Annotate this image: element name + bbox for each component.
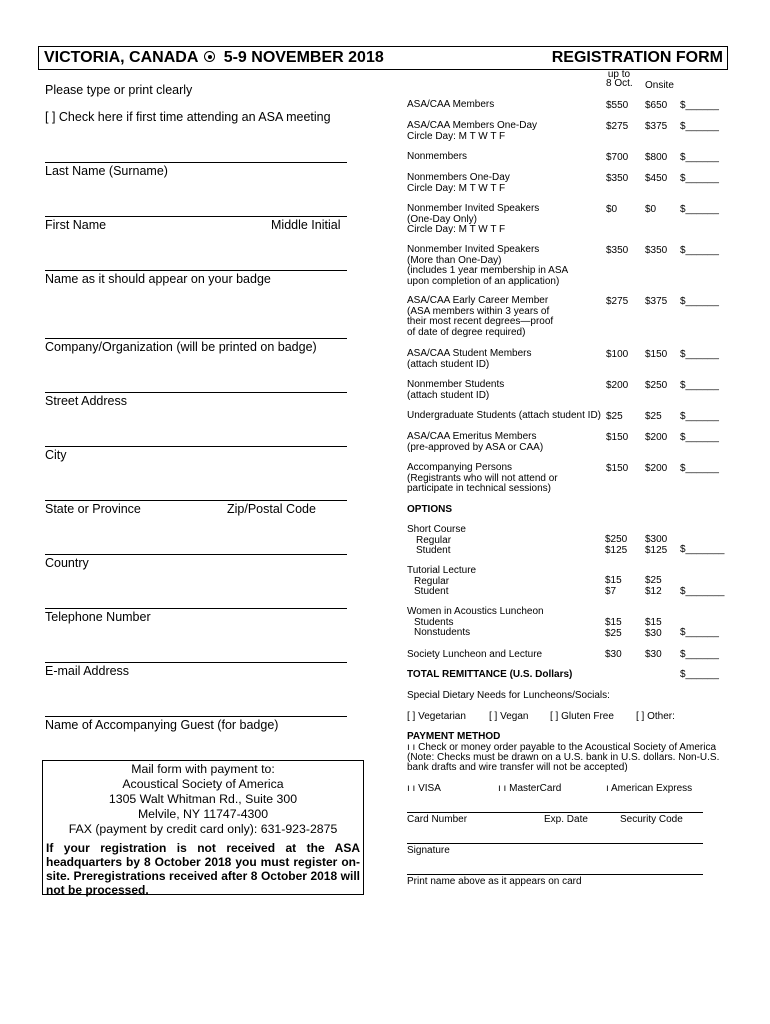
fee-row-label <box>407 411 601 422</box>
form-header <box>38 46 728 70</box>
fee-row-line: Nonmembers One-Day <box>407 172 510 183</box>
early-column-header <box>606 70 632 88</box>
fee-amount: $25 <box>645 575 662 586</box>
fee-row-line: Circle Day: M T W T F <box>407 182 506 194</box>
fee-row-line: (One-Day Only) <box>407 213 478 225</box>
early-fee: $275 <box>606 121 629 132</box>
fee-row-line: Nonmembers <box>407 151 468 162</box>
short-course-total[interactable]: $_______ <box>680 544 725 555</box>
onsite-fee: $450 <box>645 173 668 184</box>
print-name-field[interactable] <box>407 874 703 875</box>
fee-amount: $30 <box>645 649 662 660</box>
mail-line: Acoustical Society of America <box>122 777 284 791</box>
fee-row-line: ASA/CAA Emeritus Members <box>407 431 537 442</box>
early-fee: $350 <box>606 173 629 184</box>
street-label: Street Address <box>45 394 127 408</box>
women-luncheon-early <box>605 618 622 639</box>
fee-amount: $30 <box>605 649 622 660</box>
fee-amount: $300 <box>645 534 668 545</box>
women-luncheon-title: Women in Acoustics Luncheon <box>407 606 544 617</box>
fee-amount: $15 <box>605 575 622 586</box>
bullet-icon <box>204 51 215 62</box>
onsite-fee: $800 <box>645 152 668 163</box>
early-fee: $200 <box>606 380 629 391</box>
onsite-fee: $25 <box>645 411 662 422</box>
onsite-fee: $150 <box>645 349 668 360</box>
fee-total-field[interactable]: $______ <box>680 432 719 443</box>
short-course-title: Short Course <box>407 524 466 535</box>
fee-row-label <box>407 204 539 236</box>
fee-amount: $15 <box>645 617 662 628</box>
fee-total-field[interactable]: $______ <box>680 204 719 215</box>
street-field[interactable] <box>45 392 347 393</box>
company-label: Company/Organization (will be printed on badge) <box>45 340 317 354</box>
fee-row-line: Nonmember Invited Speakers <box>407 244 540 255</box>
women-luncheon-label <box>407 607 544 639</box>
fee-row-line: (attach student ID) <box>407 389 490 401</box>
country-field[interactable] <box>45 554 347 555</box>
meeting-location: VICTORIA, CANADA <box>44 49 198 66</box>
early-fee: $350 <box>606 245 629 256</box>
city-field[interactable] <box>45 446 347 447</box>
fee-row-line: Circle Day: M T W T F <box>407 130 506 142</box>
fee-row-line: of date of degree required) <box>407 326 526 338</box>
payment-note: bank drafts and wire transfer will not be accepted) <box>407 762 628 773</box>
tutorial-total[interactable]: $_______ <box>680 586 725 597</box>
total-remittance-field[interactable]: $______ <box>680 669 719 680</box>
early-header-line: up to <box>607 69 631 80</box>
zip-label: Zip/Postal Code <box>227 502 316 516</box>
fee-row-line: Circle Day: M T W T F <box>407 224 506 235</box>
early-fee: $25 <box>606 411 623 422</box>
fee-row-label <box>407 432 543 453</box>
fee-amount: $15 <box>605 617 622 628</box>
fee-amount: $30 <box>645 627 662 639</box>
fee-amount: $7 <box>605 585 617 597</box>
diet-vegetarian[interactable]: [ ] Vegetarian <box>407 711 466 722</box>
total-remittance-label: TOTAL REMITTANCE (U.S. Dollars) <box>407 669 573 680</box>
fee-row-label <box>407 121 537 142</box>
diet-vegan[interactable]: [ ] Vegan <box>489 711 529 722</box>
options-heading: OPTIONS <box>407 504 453 515</box>
fee-row-line: ASA/CAA Members <box>407 99 495 110</box>
fee-total-field[interactable]: $______ <box>680 121 719 132</box>
deadline-warning: If your registration is not received at the ASA headquarters by 8 October 2018 you must register on-site. Preregistrations received after 8 October 2018 will not be processed. <box>46 841 360 897</box>
fee-row-line: their most recent degrees—proof <box>407 316 554 327</box>
city-label: City <box>45 448 67 462</box>
society-luncheon-label: Society Luncheon and Lecture <box>407 649 543 660</box>
last-name-field[interactable] <box>45 162 347 163</box>
card-number-label: Card Number <box>407 814 468 825</box>
short-course-regular: Regular <box>416 534 452 546</box>
diet-gluten-free[interactable]: [ ] Gluten Free <box>550 711 614 722</box>
fee-total-field[interactable]: $______ <box>680 349 719 360</box>
fee-row-line: (Registrants who will not attend or <box>407 472 558 484</box>
early-fee: $550 <box>606 100 629 111</box>
women-luncheon-total[interactable]: $______ <box>680 627 719 638</box>
fee-row-line: Accompanying Persons <box>407 462 513 473</box>
middle-initial-label: Middle Initial <box>271 218 341 232</box>
signature-field[interactable] <box>407 843 703 844</box>
mail-line: 1305 Walt Whitman Rd., Suite 300 <box>108 792 298 806</box>
fee-amount: $125 <box>645 544 668 556</box>
fee-total-field[interactable]: $______ <box>680 152 719 163</box>
fee-total-field[interactable]: $______ <box>680 463 719 474</box>
mail-instructions <box>43 762 363 837</box>
diet-other[interactable]: [ ] Other: <box>636 711 675 722</box>
early-fee: $275 <box>606 296 629 307</box>
early-fee: $700 <box>606 152 629 163</box>
early-header-line: 8 Oct. <box>606 78 633 89</box>
women-luncheon-nonstudents: Nonstudents <box>414 627 471 638</box>
onsite-fee: $650 <box>645 100 668 111</box>
first-name-label: First Name <box>45 218 107 232</box>
onsite-fee: $0 <box>645 204 657 215</box>
exp-date-label: Exp. Date <box>544 814 588 825</box>
early-fee: $150 <box>606 432 629 443</box>
first-time-checkbox[interactable]: [ ] Check here if first time attending an ASA meeting <box>45 110 331 124</box>
country-label: Country <box>45 556 89 570</box>
fee-row-line: ASA/CAA Members One-Day <box>407 120 538 131</box>
fee-row-line: upon completion of an application) <box>407 275 560 287</box>
fee-total-field[interactable]: $______ <box>680 173 719 184</box>
company-field[interactable] <box>45 338 347 339</box>
mastercard-option[interactable]: ı ı MasterCard <box>498 783 562 794</box>
meeting-title <box>44 49 384 67</box>
onsite-column-header: Onsite <box>645 80 674 91</box>
tutorial-label <box>407 566 476 598</box>
onsite-fee: $350 <box>645 245 668 256</box>
amex-option[interactable]: ı American Express <box>606 783 693 794</box>
short-course-label <box>407 525 466 557</box>
tutorial-onsite <box>645 576 662 597</box>
card-number-field[interactable] <box>407 812 703 813</box>
fee-row-line: ASA/CAA Student Members <box>407 348 532 359</box>
fee-row-line: participate in technical sessions) <box>407 483 551 494</box>
fee-row-line: ASA/CAA Early Career Member <box>407 295 549 306</box>
fee-row-line: Undergraduate Students (attach student ID) <box>407 410 602 421</box>
check-option[interactable]: ı ı Check or money order payable to the Acoustical Society of America <box>407 742 717 753</box>
payment-note: (Note: Checks must be drawn on a U.S. bank in U.S. dollars. Non-U.S. <box>407 752 720 763</box>
fee-total-field[interactable]: $______ <box>680 100 719 111</box>
fee-row-line: (includes 1 year membership in ASA <box>407 265 569 276</box>
fax-line: FAX (payment by credit card only): 631-923-2875 <box>68 822 338 836</box>
first-name-field[interactable] <box>45 216 347 217</box>
onsite-fee: $375 <box>645 121 668 132</box>
tutorial-title: Tutorial Lecture <box>407 565 477 576</box>
early-fee: $150 <box>606 463 629 474</box>
short-course-student: Student <box>416 545 451 556</box>
fee-row-label <box>407 245 568 287</box>
fee-row-line: (More than One-Day) <box>407 254 502 266</box>
fee-row-label <box>407 296 553 338</box>
fee-row-line: (pre-approved by ASA or CAA) <box>407 441 544 453</box>
state-zip-field[interactable] <box>45 500 347 501</box>
state-label: State or Province <box>45 502 141 516</box>
short-course-onsite <box>645 535 667 556</box>
email-field[interactable] <box>45 662 347 663</box>
last-name-label: Last Name (Surname) <box>45 164 168 178</box>
onsite-fee: $375 <box>645 296 668 307</box>
fee-row-line: Nonmember Invited Speakers <box>407 203 540 214</box>
instruction-text: Please type or print clearly <box>45 83 193 97</box>
print-name-label: Print name above as it appears on card <box>407 876 582 887</box>
short-course-early <box>605 535 627 556</box>
fee-total-field[interactable]: $______ <box>680 296 719 307</box>
mail-instructions-box <box>42 760 364 895</box>
women-luncheon-students: Students <box>414 616 454 628</box>
guest-name-field[interactable] <box>45 716 347 717</box>
badge-name-field[interactable] <box>45 270 347 271</box>
women-luncheon-onsite <box>645 618 662 639</box>
fee-row-label <box>407 380 504 401</box>
fee-total-field[interactable]: $______ <box>680 380 719 391</box>
dietary-label: Special Dietary Needs for Luncheons/Socials: <box>407 690 610 701</box>
fee-row-line: Nonmember Students <box>407 379 505 390</box>
form-title: REGISTRATION FORM <box>551 49 723 66</box>
fee-total-field[interactable]: $______ <box>680 245 719 256</box>
signature-label: Signature <box>407 845 450 856</box>
guest-name-label: Name of Accompanying Guest (for badge) <box>45 718 279 732</box>
fee-row-label <box>407 100 494 111</box>
fee-row-label <box>407 173 510 194</box>
fee-amount: $125 <box>605 544 628 556</box>
onsite-fee: $200 <box>645 463 668 474</box>
fee-row-line: (attach student ID) <box>407 358 490 370</box>
onsite-fee: $250 <box>645 380 668 391</box>
tutorial-student: Student <box>414 586 449 597</box>
visa-option[interactable]: ı ı VISA <box>407 783 441 794</box>
onsite-fee: $200 <box>645 432 668 443</box>
mail-line: Mail form with payment to: <box>131 762 275 776</box>
early-fee: $100 <box>606 349 629 360</box>
fee-amount: $250 <box>605 534 628 545</box>
fee-amount: $12 <box>645 585 662 597</box>
fee-total-field[interactable]: $______ <box>680 411 719 422</box>
fee-row-label <box>407 152 467 163</box>
early-fee: $0 <box>606 204 618 215</box>
meeting-dates: 5-9 NOVEMBER 2018 <box>223 49 384 66</box>
email-label: E-mail Address <box>45 664 130 678</box>
telephone-label: Telephone Number <box>45 610 151 624</box>
mail-line: Melvile, NY 11747-4300 <box>137 807 269 821</box>
telephone-field[interactable] <box>45 608 347 609</box>
tutorial-early <box>605 576 622 597</box>
tutorial-regular: Regular <box>414 575 450 587</box>
fee-row-label <box>407 463 558 495</box>
fee-row-label <box>407 349 532 370</box>
security-code-label: Security Code <box>620 814 683 825</box>
fee-row-line: (ASA members within 3 years of <box>407 305 550 317</box>
fee-amount: $25 <box>605 627 622 639</box>
payment-heading: PAYMENT METHOD <box>407 731 501 742</box>
society-luncheon-total[interactable]: $______ <box>680 649 719 660</box>
badge-name-label: Name as it should appear on your badge <box>45 272 271 286</box>
